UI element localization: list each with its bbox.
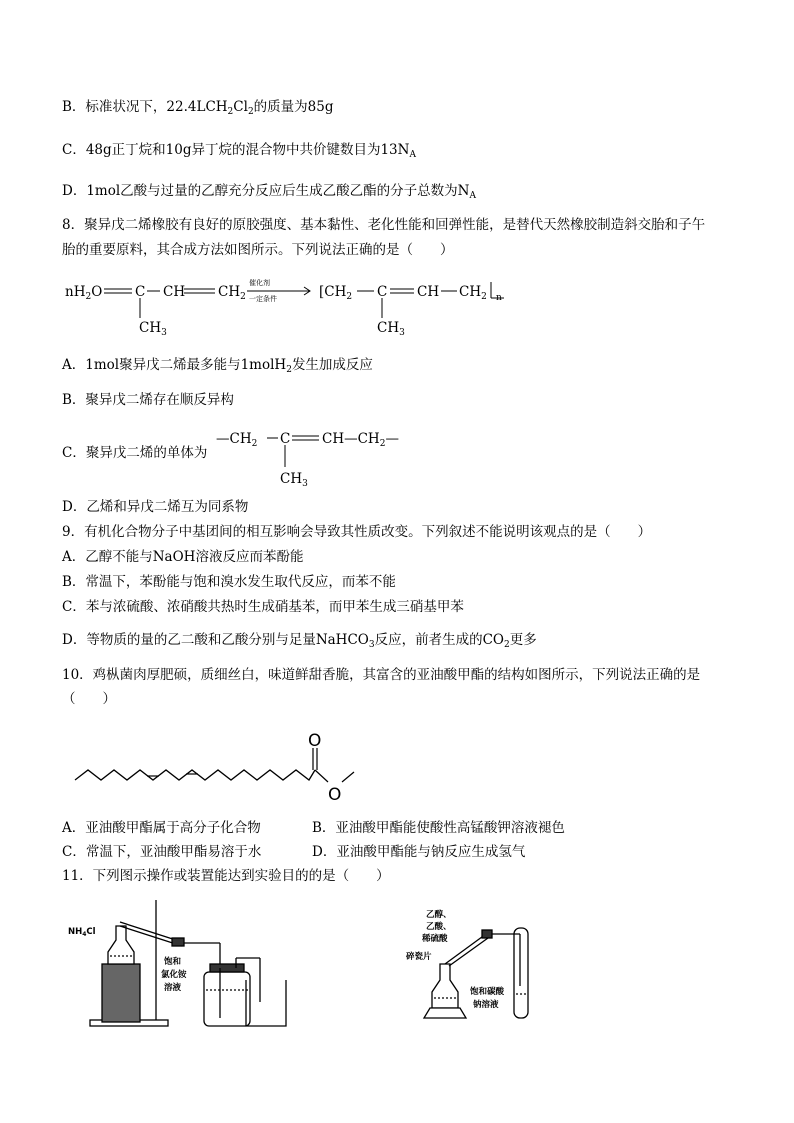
svg-text:乙醇、: 乙醇、 (426, 910, 452, 920)
svg-text:饱和: 饱和 (164, 957, 182, 967)
svg-text:O: O (328, 785, 342, 805)
q10-option-d: D．亚油酸甲酯能与钠反应生成氢气 (312, 844, 526, 860)
q10-stem-line2: （ ） (62, 691, 116, 707)
svg-text:O: O (308, 731, 322, 751)
q10-option-b: B．亚油酸甲酯能使酸性高锰酸钾溶液褪色 (312, 820, 565, 836)
svg-text:CH2: $CH_2$ (459, 284, 487, 302)
q7-option-c: C．48g正丁烷和10g异丁烷的混合物中共价键数目为$13N_A$ (62, 142, 416, 160)
svg-text:C: C (377, 284, 388, 300)
q8-option-b: B．聚异戊二烯存在顺反异构 (62, 392, 234, 408)
svg-text:CH3: $CH_3$ (377, 320, 405, 338)
q8-reaction-equation (60, 274, 520, 344)
svg-text:C: C (280, 431, 291, 447)
q9-stem: 9．有机化合物分子中基团间的相互影响会导致其性质改变。下列叙述不能说明该观点的是（ ） (62, 524, 652, 540)
q9-option-a: A．乙醇不能与NaOH溶液反应而苯酚能 (62, 549, 304, 565)
svg-text:C: C (135, 284, 146, 300)
svg-text:CH—CH2—: $CH—CH_2—$ (322, 431, 399, 449)
svg-text:溶液: 溶液 (164, 983, 182, 993)
svg-text:CH: CH (417, 284, 440, 300)
svg-text:稀硫酸: 稀硫酸 (422, 934, 448, 944)
svg-text:一定条件: 一定条件 (249, 295, 277, 303)
q7-option-b: B．标准状况下，$22.4LCH_2Cl_2$的质量为85g (62, 99, 334, 117)
svg-text:饱和碳酸: 饱和碳酸 (470, 987, 505, 997)
q8-option-a: A．1mol聚异戊二烯最多能与1molH$_2$发生加成反应 (62, 357, 373, 375)
q9-option-b: B．常温下，苯酚能与饱和溴水发生取代反应，而苯不能 (62, 574, 396, 590)
q10-option-a: A．亚油酸甲酯属于高分子化合物 (62, 820, 261, 836)
q8-option-c: C．聚异戊二烯的单体为 (62, 445, 208, 461)
svg-text:[CH2: [$CH_2$ (319, 284, 353, 302)
q10-stem-line1: 10．鸡枞菌肉厚肥硕，质细丝白，味道鲜甜香脆，其富含的亚油酸甲酯的结构如图所示，下列说法正确的是 (62, 667, 701, 683)
q8-option-c-monomer-structure (214, 425, 414, 491)
q8-option-d: D．乙烯和异戊二烯互为同系物 (62, 499, 249, 515)
svg-text:CH3: $CH_3$ (280, 471, 308, 489)
q11-apparatus-right (396, 908, 546, 1026)
svg-text:—CH2: $—CH_2$ (216, 431, 258, 449)
svg-text:乙酸、: 乙酸、 (426, 922, 452, 932)
q10-methyl-linoleate-structure (70, 728, 370, 808)
svg-text:钠溶液: 钠溶液 (473, 1000, 499, 1010)
svg-text:CH: CH (163, 284, 186, 300)
q9-option-c: C．苯与浓硫酸、浓硝酸共热时生成硝基苯，而甲苯生成三硝基甲苯 (62, 599, 464, 615)
q8-stem-line2: 胎的重要原料，其合成方法如图所示。下列说法正确的是（ ） (62, 242, 454, 258)
q7-option-d: D．1mol乙酸与过量的乙醇充分反应后生成乙酸乙酯的分子总数为$N_A$ (62, 183, 476, 201)
svg-text:碎瓷片: 碎瓷片 (406, 952, 432, 962)
q11-stem: 11．下列图示操作或装置能达到实验目的的是（ ） (62, 868, 390, 884)
svg-text:n: n (496, 293, 502, 303)
q11-apparatus-left (64, 892, 294, 1034)
q10-option-c: C．常温下，亚油酸甲酯易溶于水 (62, 844, 262, 860)
svg-text:催化剂: 催化剂 (249, 279, 270, 287)
q8-stem-line1: 8．聚异戊二烯橡胶有良好的原胶强度、基本黏性、老化性能和回弹性能，是替代天然橡胶制造斜交胎和子午 (62, 217, 706, 233)
svg-text:NH4Cl: $NH_4Cl$ (68, 927, 96, 938)
q9-option-d: D．等物质的量的乙二酸和乙酸分别与足量NaHCO$_3$反应，前者生成的$CO_2$更多 (62, 632, 537, 650)
svg-text:CH2: $CH_2$ (218, 284, 246, 302)
svg-text:氯化铵: 氯化铵 (161, 970, 187, 980)
svg-text:CH3: $CH_3$ (139, 320, 167, 338)
svg-text:nH2O: $nH_2O$ (65, 284, 103, 302)
